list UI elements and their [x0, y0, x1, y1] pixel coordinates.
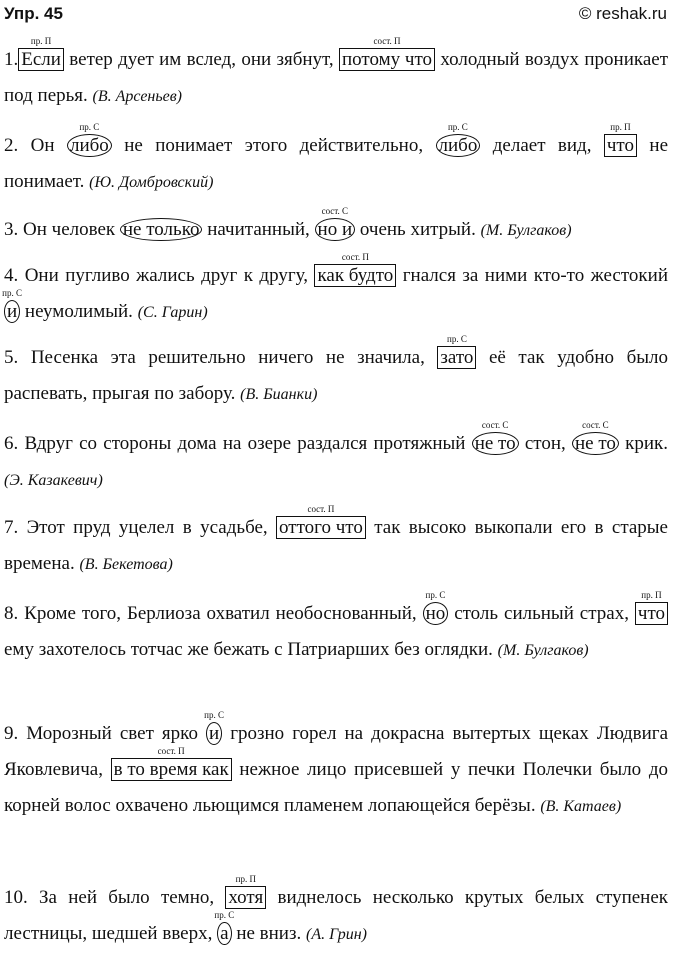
conjunction-type-label: сост. П — [157, 746, 185, 756]
conjunction-type-label: пр. С — [425, 590, 446, 600]
sentence-10 — [4, 874, 668, 953]
conjunction-text: потому что — [342, 49, 433, 70]
boxed-conjunction — [604, 122, 637, 157]
sentence-5 — [4, 334, 668, 413]
circled-conjunction — [315, 206, 356, 241]
conjunction-text: и — [208, 723, 220, 744]
sentence-text: делает вид, — [480, 135, 604, 156]
boxed-conjunction — [18, 36, 64, 71]
conjunction-text: не то — [474, 433, 516, 454]
author-attribution: (В. Бекетова) — [79, 556, 173, 573]
author-attribution: (В. Бианки) — [240, 386, 318, 403]
exercise-title: Упр. 45 — [4, 4, 63, 23]
circled-conjunction — [67, 122, 112, 157]
conjunction-type-label: пр. П — [30, 36, 52, 46]
conjunction-text: и — [7, 301, 18, 322]
sentence-text: 3. Он человек — [4, 219, 120, 240]
conjunction-text: что — [606, 135, 634, 156]
circled-conjunction — [2, 288, 22, 323]
conjunction-text: либо — [69, 135, 109, 156]
boxed-conjunction — [437, 334, 476, 369]
sentence-text: не понимает. — [4, 135, 668, 192]
boxed-conjunction — [314, 252, 396, 287]
sentence-text: столь сильный страх, — [448, 603, 635, 624]
conjunction-type-label: сост. П — [341, 252, 369, 262]
sentence-3 — [4, 206, 668, 249]
conjunction-type-label: сост. С — [321, 206, 349, 216]
conjunction-text: оттого что — [279, 517, 363, 538]
sentence-text: 6. Вдруг со стороны дома на озере раздался протяжный — [4, 433, 472, 454]
sentence-text: не понимает этого действительно, — [111, 135, 436, 156]
sentence-text: гнался за ними кто-то жестокий — [396, 265, 668, 286]
sentence-8 — [4, 590, 668, 669]
sentence-text: неумолимый. — [20, 301, 138, 322]
boxed-conjunction — [225, 874, 266, 909]
circled-conjunction — [214, 910, 235, 945]
sentence-text: ветер дует им вслед, они зябнут, — [63, 49, 340, 70]
sentence-text: грозно горел на докрасна вытертых щеках Людвига Яковлевича, — [4, 723, 669, 780]
sentence-text: 4. Они пугливо жались друг к другу, — [4, 265, 315, 286]
sentence-text: ему захотелось тотчас же бежать с Патриарших без оглядки. — [4, 639, 498, 660]
author-attribution: (С. Гарин) — [137, 304, 208, 321]
conjunction-type-label: сост. П — [307, 504, 335, 514]
sentence-text: 7. Этот пруд уцелел в усадьбе, — [4, 517, 277, 538]
author-attribution: (В. Арсеньев) — [92, 88, 183, 105]
conjunction-type-label: пр. П — [641, 590, 662, 600]
conjunction-text: а — [220, 923, 229, 944]
sentence-text: 2. Он — [4, 135, 67, 156]
sentence-text: холодный воздух проникает под перья. — [4, 49, 669, 106]
circled-conjunction — [423, 590, 449, 625]
sentence-text: 8. Кроме того, Берлиоза охватил необоснованный, — [4, 603, 423, 624]
conjunction-text: зато — [440, 347, 474, 368]
conjunction-type-label: пр. С — [2, 288, 22, 298]
sentence-1 — [4, 36, 669, 115]
sentence-4 — [2, 252, 668, 331]
conjunction-type-label: сост. П — [373, 36, 401, 46]
sentence-2 — [4, 122, 668, 201]
sentence-text: виднелось несколько крутых белых ступенек лестницы, шедшей вверх, — [4, 887, 668, 944]
sentence-7 — [4, 504, 668, 583]
conjunction-type-label: пр. С — [447, 334, 467, 344]
conjunction-text: хотя — [228, 887, 264, 908]
circled-conjunction — [204, 710, 224, 745]
sentence-text: начитанный, — [202, 219, 315, 240]
author-attribution: (А. Грин) — [305, 926, 368, 943]
sentence-text: её так удобно было распевать, прыгая по забору. — [4, 347, 668, 404]
conjunction-type-label: пр. С — [214, 910, 235, 920]
boxed-conjunction — [339, 36, 435, 71]
conjunction-text: что — [637, 603, 665, 624]
conjunction-text: как будто — [317, 265, 394, 286]
conjunction-type-label: пр. П — [235, 874, 256, 884]
circled-conjunction — [436, 122, 481, 157]
conjunction-type-label: сост. С — [481, 420, 509, 430]
conjunction-text: либо — [438, 135, 478, 156]
sentence-text: так высоко выкопали его в старые времена. — [4, 517, 668, 574]
conjunction-text: Если — [21, 49, 61, 70]
conjunction-text: не только — [122, 219, 200, 240]
author-attribution: (Ю. Домбровский) — [89, 174, 214, 191]
sentence-text: крик. — [618, 433, 668, 454]
conjunction-text: но и — [317, 219, 353, 240]
circled-conjunction — [472, 420, 519, 455]
conjunction-text: не то — [574, 433, 616, 454]
circled-conjunction — [120, 218, 203, 241]
conjunction-type-label: пр. С — [447, 122, 468, 132]
sentence-9 — [4, 710, 669, 825]
sentence-text: нежное лицо присевшей у печки Полечки было до корней волос охвачено льющимся пламенем лопающейся берёзы. — [4, 759, 669, 816]
boxed-conjunction — [276, 504, 366, 539]
sentence-text: 9. Морозный свет ярко — [4, 723, 206, 744]
author-attribution: (М. Булгаков) — [480, 222, 572, 239]
conjunction-type-label: пр. П — [610, 122, 631, 132]
boxed-conjunction — [111, 746, 232, 781]
sentence-text: не вниз. — [231, 923, 306, 944]
conjunction-type-label: пр. С — [79, 122, 100, 132]
conjunction-type-label: сост. С — [582, 420, 609, 430]
conjunction-type-label: пр. С — [204, 710, 224, 720]
circled-conjunction — [572, 420, 619, 455]
site-credit: © reshak.ru — [578, 4, 667, 23]
author-attribution: (М. Булгаков) — [497, 642, 589, 659]
boxed-conjunction — [635, 590, 668, 625]
sentence-text: стон, — [518, 433, 572, 454]
sentence-text: 5. Песенка эта решительно ничего не значила, — [4, 347, 438, 368]
conjunction-text: но — [425, 603, 446, 624]
author-attribution: (В. Катаев) — [540, 798, 622, 815]
author-attribution: (Э. Казакевич) — [4, 472, 103, 489]
sentence-6 — [4, 420, 668, 499]
conjunction-text: в то время как — [113, 759, 229, 780]
sentence-text: 1. — [4, 49, 19, 70]
sentence-text: 10. За ней было темно, — [4, 887, 226, 908]
sentence-text: очень хитрый. — [355, 219, 481, 240]
